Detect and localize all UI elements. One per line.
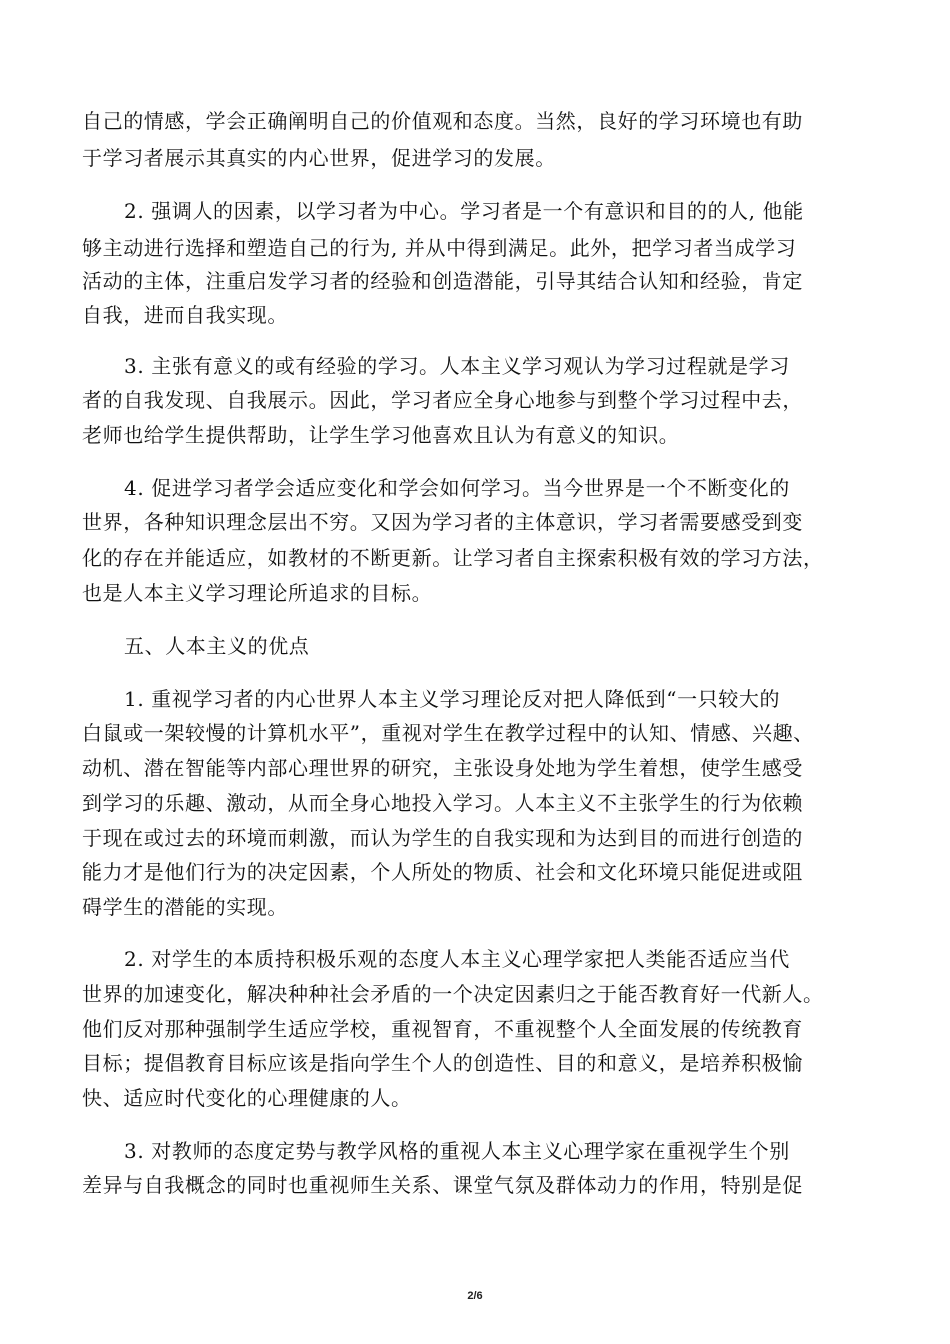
- text-line: 自己的情感，学会正确阐明自己的价值观和态度。当然，良好的学习环境也有助: [82, 109, 803, 133]
- text-line: 于学习者展示其真实的内心世界，促进学习的发展。: [82, 146, 556, 170]
- text-line: 能力才是他们行为的决定因素，个人所处的物质、社会和文化环境只能促进或阻: [82, 860, 803, 884]
- paragraph-start-line: 3. 对教师的态度定势与教学风格的重视人本主义心理学家在重视学生个别: [124, 1139, 790, 1163]
- paragraph-start-line: 1. 重视学习者的内心世界人本主义学习理论反对把人降低到“一只较大的: [124, 687, 781, 711]
- text-line: 活动的主体，注重启发学习者的经验和创造潜能，引导其结合认知和经验，肯定: [82, 269, 803, 293]
- text-line: 动机、潜在智能等内部心理世界的研究，主张设身处地为学生着想，使学生感受: [82, 756, 803, 780]
- text-line: 自我，进而自我实现。: [82, 303, 288, 327]
- paragraph-start-line: 4. 促进学习者学会适应变化和学会如何学习。当今世界是一个不断变化的: [124, 476, 790, 500]
- text-line: 碍学生的潜能的实现。: [82, 895, 288, 919]
- text-line: 者的自我发现、自我展示。因此，学习者应全身心地参与到整个学习过程中去，: [82, 388, 803, 412]
- text-line: 于现在或过去的环境而刺激，而认为学生的自我实现和为达到目的而进行创造的: [82, 826, 803, 850]
- text-line: 他们反对那种强制学生适应学校，重视智育，不重视整个人全面发展的传统教育: [82, 1017, 803, 1041]
- paragraph-start-line: 2. 强调人的因素，以学习者为中心。学习者是一个有意识和目的的人, 他能: [124, 199, 804, 223]
- paragraph-start-line: 2. 对学生的本质持积极乐观的态度人本主义心理学家把人类能否适应当代: [124, 947, 790, 971]
- text-line: 白鼠或一架较慢的计算机水平”，重视对学生在教学过程中的认知、情感、兴趣、: [82, 721, 814, 745]
- text-line: 化的存在并能适应，如教材的不断更新。让学习者自主探索积极有效的学习方法，: [82, 546, 824, 570]
- page-number: 2/6: [467, 1290, 483, 1302]
- text-line: 够主动进行选择和塑造自己的行为, 并从中得到满足。此外，把学习者当成学习: [82, 236, 797, 260]
- section-heading: 五、人本主义的优点: [124, 634, 310, 658]
- text-line: 世界，各种知识理念层出不穷。又因为学习者的主体意识，学习者需要感受到变: [82, 510, 803, 534]
- paragraph-start-line: 3. 主张有意义的或有经验的学习。人本主义学习观认为学习过程就是学习: [124, 354, 790, 378]
- text-line: 老师也给学生提供帮助，让学生学习他喜欢且认为有意义的知识。: [82, 423, 680, 447]
- text-line: 世界的加速变化，解决种种社会矛盾的一个决定因素归之于能否教育好一代新人。: [82, 982, 824, 1006]
- text-line: 也是人本主义学习理论所追求的目标。: [82, 581, 433, 605]
- text-line: 快、适应时代变化的心理健康的人。: [82, 1086, 412, 1110]
- text-line: 到学习的乐趣、激动，从而全身心地投入学习。人本主义不主张学生的行为依赖: [82, 791, 803, 815]
- text-line: 目标；提倡教育目标应该是指向学生个人的创造性、目的和意义，是培养积极愉: [82, 1051, 803, 1075]
- text-line: 差异与自我概念的同时也重视师生关系、课堂气氛及群体动力的作用，特别是促: [82, 1173, 803, 1197]
